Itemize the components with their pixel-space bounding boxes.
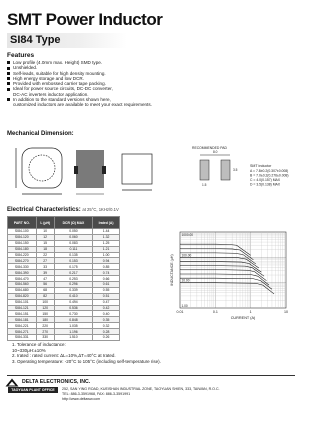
- table-cell: 0.47: [93, 299, 120, 305]
- electrical-subheading: at 25°C, 1KHz/0.1V: [82, 207, 119, 212]
- feature-item: Self-leads, suitable for high density mounting.: [7, 71, 152, 76]
- y-axis-label: INDUCTANCE (μH): [170, 254, 174, 286]
- table-header-row: [8, 217, 120, 229]
- y-tick-label: 100.00: [181, 253, 192, 258]
- table-cell: 68: [36, 287, 54, 293]
- table-cell: 15: [36, 240, 54, 246]
- table-cell: 330: [36, 335, 54, 341]
- table-cell: SI84-331: [8, 335, 37, 341]
- table-cell: 18: [36, 246, 54, 252]
- inductance-current-chart: [168, 228, 288, 323]
- dim-line: D = 3.5(0.138) MAX: [250, 182, 281, 187]
- table-cell: SI84-680: [8, 287, 37, 293]
- note-line: 1. Tolerance of inductance:: [12, 342, 66, 347]
- x-tick-label: 0.01: [176, 310, 184, 314]
- table-cell: SI84-120: [8, 234, 37, 240]
- smt-heading: SMT inductor: [250, 164, 272, 168]
- table-cell: 0.32: [93, 323, 120, 329]
- table-cell: 0.536: [54, 305, 92, 311]
- table-cell: 0.35: [93, 317, 120, 323]
- table-cell: 270: [36, 329, 54, 335]
- table-cell: SI84-181: [8, 317, 37, 323]
- bullet-icon: [7, 61, 10, 64]
- table-cell: 220: [36, 323, 54, 329]
- table-cell: 0.494: [54, 299, 92, 305]
- table-cell: 180: [36, 317, 54, 323]
- table-cell: 0.26: [93, 335, 120, 341]
- bullet-icon: [7, 67, 10, 70]
- address-line: TEL: 886-3-3591968, FAX: 886-3-3591991: [62, 391, 131, 396]
- table-cell: 100: [36, 299, 54, 305]
- dim-line: A = 7.8±0.2(0.307±0.008): [250, 169, 289, 173]
- table-cell: 0.61: [93, 282, 120, 288]
- top-view: [16, 148, 62, 194]
- table-cell: 10: [36, 229, 54, 235]
- address-line: 252, SAN YING ROAD, KUEISHAN INDUSTRIAL ZONE, TAOYUAN SHIEN, 333, TAIWAN, R.O.C.: [62, 387, 220, 391]
- table-cell: 1.196: [54, 329, 92, 335]
- spec-table: [7, 216, 120, 341]
- footer-divider: [7, 375, 295, 376]
- pad-dim: 3.5: [233, 168, 238, 172]
- side-view: [74, 150, 106, 194]
- bullet-icon: [7, 77, 10, 80]
- plant-label: TAOYUAN PLANT OFFICE: [8, 387, 58, 393]
- table-cell: 0.74: [93, 270, 120, 276]
- mechanical-heading: Mechanical Dimension:: [7, 131, 74, 137]
- table-body: [8, 229, 120, 341]
- footer-address: [62, 387, 220, 401]
- table-cell: 0.848: [54, 317, 92, 323]
- x-tick-label: 10: [284, 310, 288, 314]
- x-tick-label: 1: [249, 310, 252, 314]
- table-cell: SI84-820: [8, 293, 37, 299]
- table-cell: 56: [36, 282, 54, 288]
- table-cell: 82: [36, 293, 54, 299]
- mechanical-drawing: [4, 140, 296, 204]
- column-header: DCR (Ω) MAX: [54, 217, 92, 229]
- table-cell: 0.175: [54, 264, 92, 270]
- table-cell: 0.55: [93, 287, 120, 293]
- delta-logo-icon: [5, 378, 19, 387]
- table-cell: 0.94: [93, 258, 120, 264]
- table-cell: SI84-390: [8, 270, 37, 276]
- table-cell: SI84-101: [8, 299, 37, 305]
- table-cell: 0.217: [54, 270, 92, 276]
- y-tick-label: 10.00: [181, 278, 190, 283]
- table-cell: SI84-560: [8, 282, 37, 288]
- feature-item: Ideal for power source circuits, DC-DC converter,: [7, 86, 152, 91]
- table-cell: SI84-470: [8, 276, 37, 282]
- table-cell: 0.40: [93, 311, 120, 317]
- table-cell: SI84-221: [8, 323, 37, 329]
- features-heading: Features: [7, 52, 35, 59]
- table-cell: 39: [36, 270, 54, 276]
- page-title: SMT Power Inductor: [7, 10, 163, 29]
- feature-item: Provided with embossed carrier tape packing.: [7, 81, 152, 86]
- dim-line: C = 4.0(0.157) MAX: [250, 178, 281, 182]
- table-cell: SI84-270: [8, 258, 37, 264]
- recommended-pad: [192, 146, 238, 187]
- x-axis-label: CURRENT (A): [230, 316, 256, 320]
- table-cell: 0.050: [54, 229, 92, 235]
- dim-line: B = 7.0±0.2(0.276±0.008): [250, 173, 289, 178]
- feature-item: DC-AC inverters inductor application.: [13, 91, 89, 97]
- table-cell: 0.153: [54, 258, 92, 264]
- notes: [12, 342, 161, 364]
- column-header: Irated (A): [93, 217, 120, 229]
- table-cell: 1.21: [93, 246, 120, 252]
- type-label: SI84 Type: [10, 34, 61, 46]
- table-cell: 1.00: [93, 252, 120, 258]
- table-cell: 0.28: [93, 329, 120, 335]
- table-cell: SI84-151: [8, 311, 37, 317]
- table-cell: 33: [36, 264, 54, 270]
- table-cell: 0.253: [54, 276, 92, 282]
- table-cell: 0.730: [54, 311, 92, 317]
- column-header: PART NO.: [8, 217, 37, 229]
- table-cell: 0.339: [54, 287, 92, 293]
- table-cell: 1.44: [93, 229, 120, 235]
- table-cell: SI84-150: [8, 240, 37, 246]
- y-tick-label: 1000.00: [181, 233, 194, 237]
- note-line: 10~330μH:±10%: [12, 347, 46, 353]
- table-cell: SI84-330: [8, 264, 37, 270]
- x-tick-label: 0.1: [212, 310, 218, 314]
- table-cell: 1.25: [93, 240, 120, 246]
- table-cell: 0.135: [54, 252, 92, 258]
- table-cell: 1.035: [54, 323, 92, 329]
- bullet-icon: [7, 88, 10, 91]
- table-cell: 150: [36, 311, 54, 317]
- table-cell: 1.32: [93, 234, 120, 240]
- address-line: http://www.deltaww.com: [62, 396, 101, 401]
- note-line: 3. Operating temperature: -20°C to 105°C (including self-temperature rise).: [12, 358, 161, 364]
- column-header: L (μH): [36, 217, 54, 229]
- features-list: [7, 60, 152, 108]
- dimension-legend: [250, 164, 289, 187]
- feature-item: In addition to the standard versions shown here,: [7, 97, 152, 102]
- table-cell: 47: [36, 276, 54, 282]
- bullet-icon: [7, 98, 10, 101]
- table-cell: 12: [36, 234, 54, 240]
- feature-item: Unshielded.: [7, 65, 152, 70]
- y-tick-label: 1.00: [181, 304, 188, 308]
- table-cell: 0.083: [54, 240, 92, 246]
- table-cell: SI84-271: [8, 329, 37, 335]
- table-cell: 0.060: [54, 234, 92, 240]
- company-name: DELTA ELECTRONICS, INC.: [22, 379, 91, 385]
- feature-item: High energy storage and low DCR.: [7, 76, 152, 81]
- pad-dim: 1.5: [202, 183, 207, 187]
- table-row: [8, 335, 120, 341]
- table-cell: 120: [36, 305, 54, 311]
- table-cell: 1.510: [54, 335, 92, 341]
- table-cell: 27: [36, 258, 54, 264]
- table-cell: 0.85: [93, 264, 120, 270]
- table-cell: 0.51: [93, 293, 120, 299]
- feature-item: customized inductors are available to meet your exact requirements.: [13, 102, 152, 108]
- table-cell: 0.410: [54, 293, 92, 299]
- table-cell: SI84-180: [8, 246, 37, 252]
- table-cell: 22: [36, 252, 54, 258]
- pad-dim: 8.0: [213, 150, 218, 154]
- bullet-icon: [7, 82, 10, 85]
- bullet-icon: [7, 72, 10, 75]
- table-cell: 0.296: [54, 282, 92, 288]
- table-cell: 0.66: [93, 276, 120, 282]
- pad-label: RECOMMENDED PAD: [192, 146, 227, 150]
- bottom-view: [122, 154, 152, 190]
- table-cell: 0.111: [54, 246, 92, 252]
- feature-item: Low profile (4.0mm max. Height) SMD type.: [7, 60, 152, 65]
- table-cell: SI84-100: [8, 229, 37, 235]
- table-cell: 0.42: [93, 305, 120, 311]
- table-cell: SI84-220: [8, 252, 37, 258]
- electrical-heading: Electrical Characteristics: at 25°C, 1KHz/0.1V: [7, 207, 119, 213]
- table-cell: SI84-121: [8, 305, 37, 311]
- note-line: 2. Irated : rated current: ∆L=10%,∆T=40°C at Irated.: [12, 353, 116, 359]
